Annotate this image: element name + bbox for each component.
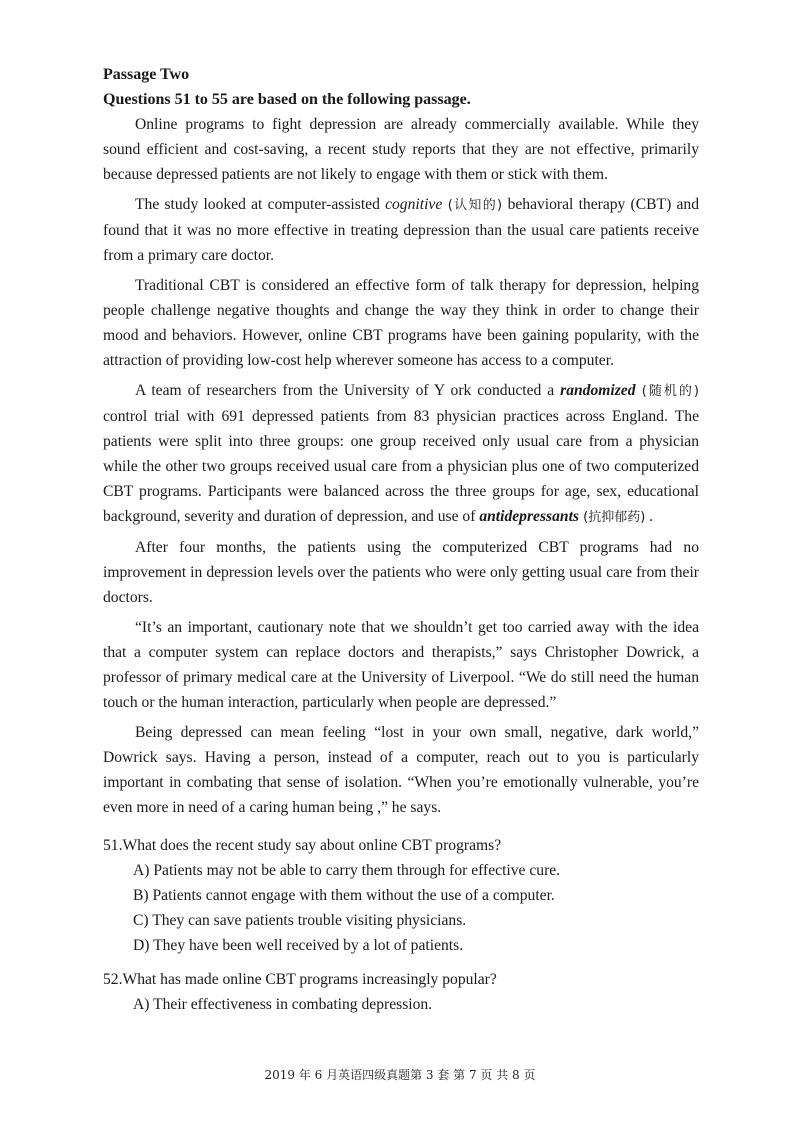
paragraph-7: Being depressed can mean feeling “lost in your own small, negative, dark world,” Dowrick says. Having a person, instead of a computer, reach out to you is particularly important in combating that sense of isolation. “When you’re emotionally vulnerable, you’re even more in need of a caring human being ,” he says. <box>103 724 699 816</box>
paragraph-2-text-b: behavioral therapy (CBT) and found that it was no more effective in treating depression than the usual care patients receive from a primary care doctor. <box>103 196 700 264</box>
gloss-cognitive: (认知的) <box>442 198 508 213</box>
paragraph-2-text-a: The study looked at computer-assisted <box>135 196 386 213</box>
term-randomized: randomized <box>560 382 636 399</box>
option-d: D) They have been well received by a lot of patients. <box>133 937 464 954</box>
exam-page <box>103 62 699 1026</box>
option-a: A) Patients may not be able to carry them through for effective cure. <box>133 862 561 879</box>
paragraph-4-text-b: control trial with 691 depressed patients from 83 physician practices across England. The patients were split into three groups: one group received only usual care from a physician while the other two groups received usual care from a physician plus one of two computerized CBT programs. Participants were balanced across the three groups for age, sex, educational background, severity and duration of depression, and use of <box>103 408 699 525</box>
question-list <box>103 833 699 1017</box>
option-list <box>103 992 699 1017</box>
paragraph-5: After four months, the patients using the computerized CBT programs had no improvement in depression levels over the patients who were only getting usual care from their doctors. <box>103 539 699 606</box>
paragraph-4 <box>103 378 699 530</box>
term-cognitive: cognitive <box>385 196 443 213</box>
paragraph-4-text-a: A team of researchers from the University of Y ork conducted a <box>135 382 561 399</box>
paragraph-2 <box>103 192 699 268</box>
term-antidepressants: antidepressants <box>479 508 579 525</box>
page-footer: 2019 年 6 月英语四级真题第 3 套 第 7 页 共 8 页 <box>264 1068 536 1082</box>
paragraph-6: “It’s an important, cautionary note that we shouldn’t get too carried away with the idea that a computer system can replace doctors and therapists,” says Christopher Dowrick, a professor of primary medical care at the University of Liverpool. “We do still need the human touch or the human interaction, particularly when people are depressed.” <box>103 619 699 711</box>
option-a: A) Their effectiveness in combating depression. <box>133 996 433 1013</box>
paragraph-4-text-c: . <box>645 508 654 525</box>
question-stem: 51.What does the recent study say about online CBT programs? <box>103 837 502 854</box>
gloss-antidepressants: (抗抑郁药) <box>578 510 646 525</box>
passage-instruction: Questions 51 to 55 are based on the following passage. <box>103 91 471 108</box>
paragraph-1: Online programs to fight depression are already commercially available. While they sound efficient and cost-saving, a recent study reports that they are not effective, primarily because depressed patients are not likely to engage with them or stick with them. <box>103 116 699 183</box>
option-c: C) They can save patients trouble visiting physicians. <box>133 912 467 929</box>
paragraph-3: Traditional CBT is considered an effective form of talk therapy for depression, helping people challenge negative thoughts and change the way they think in order to change their mood and behaviors. However, online CBT programs have been gaining popularity, with the attraction of providing low-cost help wherever someone has access to a computer. <box>103 277 699 369</box>
option-b: B) Patients cannot engage with them without the use of a computer. <box>133 887 555 904</box>
question-52 <box>103 967 699 1017</box>
gloss-randomized: (随机的) <box>635 384 700 399</box>
passage-title: Passage Two <box>103 66 190 83</box>
option-list <box>103 858 699 958</box>
question-stem: 52.What has made online CBT programs increasingly popular? <box>103 971 497 988</box>
question-51 <box>103 833 699 958</box>
